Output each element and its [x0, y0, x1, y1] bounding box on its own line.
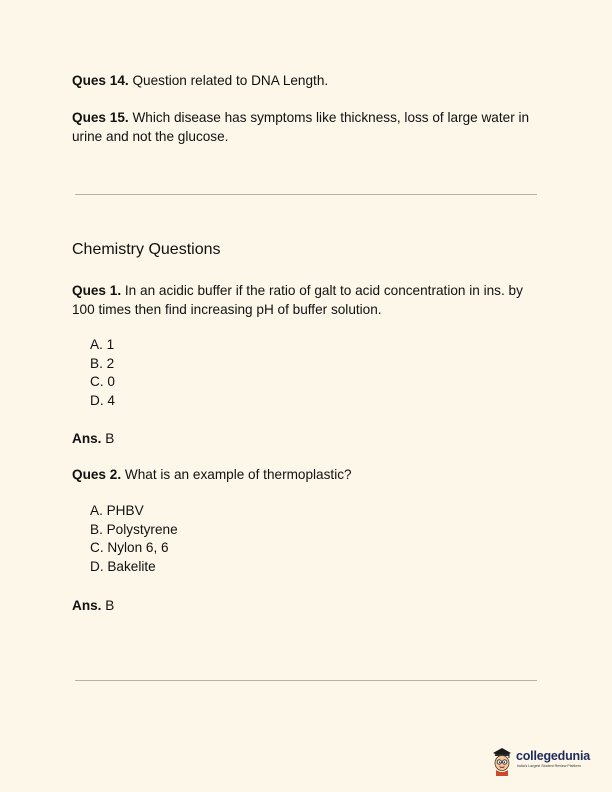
question-text: Which disease has symptoms like thickness, loss of large water in urine and not the glucose.: [72, 110, 530, 144]
option: C. Nylon 6, 6: [90, 540, 169, 555]
question-text: In an acidic buffer if the ratio of galt to acid concentration in ins. by 100 times then find increasing pH of buffer solution.: [72, 283, 523, 317]
answer: [72, 429, 542, 448]
collegedunia-logo: [490, 744, 602, 778]
logo-name: collegedunia: [516, 749, 591, 763]
question-label: Ques 14.: [72, 73, 129, 88]
chem-question-2: [72, 465, 542, 484]
answer-value: B: [101, 431, 115, 446]
chem-question-1: [72, 281, 542, 319]
section-title: Chemistry Questions: [72, 241, 221, 258]
question-14: [72, 71, 542, 90]
answer: [72, 596, 542, 615]
question-label: Ques 15.: [72, 110, 129, 125]
answer-label: Ans.: [72, 598, 102, 613]
options-list: [90, 336, 115, 410]
options-list: [90, 502, 178, 576]
logo-tagline: India's Largest Student Review Platform: [517, 764, 581, 768]
question-15: [72, 108, 542, 146]
mascot-icon: [490, 744, 514, 776]
option: B. Polystyrene: [90, 521, 178, 537]
answer-label: Ans.: [72, 431, 102, 446]
question-text: What is an example of thermoplastic?: [121, 467, 352, 482]
question-label: Ques 1.: [72, 283, 122, 298]
divider: [75, 194, 537, 195]
question-label: Ques 2.: [72, 467, 122, 482]
divider: [75, 680, 537, 681]
option: D. Bakelite: [90, 558, 156, 574]
option: A. PHBV: [90, 503, 144, 518]
option: C. 0: [90, 374, 115, 389]
option: B. 2: [90, 355, 115, 371]
question-text: Question related to DNA Length.: [128, 73, 329, 88]
option: D. 4: [90, 392, 115, 408]
answer-value: B: [101, 598, 115, 613]
option: A. 1: [90, 337, 115, 352]
